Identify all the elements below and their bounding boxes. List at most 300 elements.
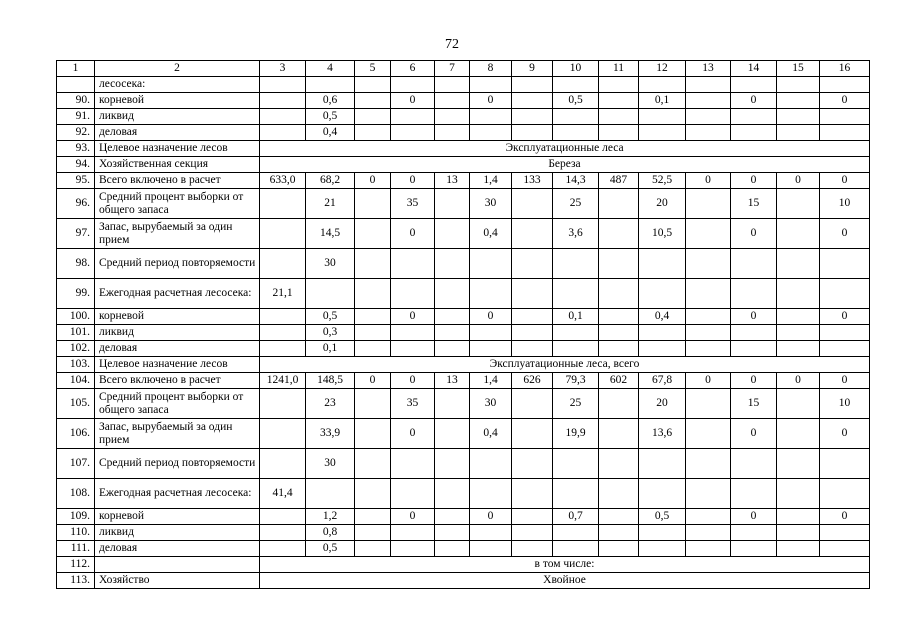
value-cell xyxy=(553,341,599,357)
value-cell xyxy=(731,125,777,141)
value-cell xyxy=(355,509,391,525)
value-cell: 0,8 xyxy=(306,525,355,541)
value-cell xyxy=(731,449,777,479)
value-cell xyxy=(355,325,391,341)
value-cell: 0 xyxy=(391,419,435,449)
table-row xyxy=(57,189,870,219)
table-row xyxy=(57,389,870,419)
value-cell xyxy=(512,219,553,249)
header-cell: 12 xyxy=(639,61,686,77)
value-cell: 19,9 xyxy=(553,419,599,449)
value-cell xyxy=(512,341,553,357)
value-cell: 0 xyxy=(391,219,435,249)
value-cell xyxy=(435,125,470,141)
value-cell: 0,4 xyxy=(306,125,355,141)
value-cell xyxy=(639,279,686,309)
value-cell xyxy=(820,449,870,479)
value-cell xyxy=(470,279,512,309)
value-cell: 10,5 xyxy=(639,219,686,249)
row-label: Хозяйство xyxy=(95,573,260,589)
value-cell: 0,6 xyxy=(306,93,355,109)
value-cell xyxy=(639,525,686,541)
value-cell xyxy=(260,449,306,479)
value-cell xyxy=(777,341,820,357)
value-cell xyxy=(355,279,391,309)
value-cell: 0 xyxy=(731,419,777,449)
table-row xyxy=(57,573,870,589)
value-cell: 68,2 xyxy=(306,173,355,189)
table-row xyxy=(57,357,870,373)
merged-value-cell: в том числе: xyxy=(260,557,870,573)
value-cell xyxy=(355,541,391,557)
value-cell xyxy=(435,389,470,419)
value-cell xyxy=(639,341,686,357)
value-cell: 30 xyxy=(306,449,355,479)
value-cell xyxy=(686,309,731,325)
row-number: 97. xyxy=(57,219,95,249)
header-cell: 4 xyxy=(306,61,355,77)
value-cell: 30 xyxy=(306,249,355,279)
table-row xyxy=(57,157,870,173)
value-cell xyxy=(435,109,470,125)
table-row xyxy=(57,279,870,309)
value-cell xyxy=(599,309,639,325)
table-row xyxy=(57,125,870,141)
row-label: деловая xyxy=(95,125,260,141)
value-cell xyxy=(512,109,553,125)
value-cell xyxy=(686,249,731,279)
value-cell xyxy=(470,341,512,357)
value-cell: 33,9 xyxy=(306,419,355,449)
row-number: 101. xyxy=(57,325,95,341)
value-cell: 0 xyxy=(731,373,777,389)
value-cell xyxy=(355,525,391,541)
table-row xyxy=(57,77,870,93)
value-cell xyxy=(435,279,470,309)
table-row xyxy=(57,109,870,125)
value-cell xyxy=(820,249,870,279)
row-number: 110. xyxy=(57,525,95,541)
table-row xyxy=(57,449,870,479)
value-cell xyxy=(355,449,391,479)
value-cell: 0,5 xyxy=(306,541,355,557)
value-cell: 0 xyxy=(731,219,777,249)
value-cell xyxy=(777,309,820,325)
value-cell xyxy=(599,325,639,341)
value-cell: 487 xyxy=(599,173,639,189)
value-cell xyxy=(355,389,391,419)
value-cell xyxy=(686,389,731,419)
value-cell xyxy=(512,479,553,509)
row-number: 92. xyxy=(57,125,95,141)
table-row xyxy=(57,219,870,249)
value-cell: 0,4 xyxy=(470,219,512,249)
value-cell xyxy=(599,525,639,541)
value-cell xyxy=(639,125,686,141)
value-cell xyxy=(512,189,553,219)
header-cell: 14 xyxy=(731,61,777,77)
value-cell: 10 xyxy=(820,189,870,219)
value-cell: 52,5 xyxy=(639,173,686,189)
row-number: 104. xyxy=(57,373,95,389)
value-cell xyxy=(435,341,470,357)
row-number: 91. xyxy=(57,109,95,125)
table-row xyxy=(57,509,870,525)
row-label: Всего включено в расчет xyxy=(95,373,260,389)
value-cell: 1241,0 xyxy=(260,373,306,389)
row-label: корневой xyxy=(95,509,260,525)
row-number: 108. xyxy=(57,479,95,509)
table-row xyxy=(57,479,870,509)
row-number: 93. xyxy=(57,141,95,157)
value-cell xyxy=(260,93,306,109)
row-number: 105. xyxy=(57,389,95,419)
row-number: 95. xyxy=(57,173,95,189)
value-cell: 13 xyxy=(435,173,470,189)
row-number: 103. xyxy=(57,357,95,373)
value-cell: 10 xyxy=(820,389,870,419)
value-cell: 1,2 xyxy=(306,509,355,525)
value-cell: 0,4 xyxy=(639,309,686,325)
value-cell xyxy=(512,125,553,141)
value-cell: 602 xyxy=(599,373,639,389)
value-cell xyxy=(260,189,306,219)
value-cell: 626 xyxy=(512,373,553,389)
merged-value-cell: Хвойное xyxy=(260,573,870,589)
value-cell xyxy=(512,93,553,109)
value-cell xyxy=(512,541,553,557)
value-cell xyxy=(820,109,870,125)
value-cell xyxy=(260,389,306,419)
row-label: Целевое назначение лесов xyxy=(95,357,260,373)
value-cell: 79,3 xyxy=(553,373,599,389)
table-row xyxy=(57,557,870,573)
value-cell: 0 xyxy=(355,373,391,389)
value-cell: 0 xyxy=(731,509,777,525)
value-cell xyxy=(260,77,306,93)
table-body xyxy=(57,77,870,589)
value-cell xyxy=(435,449,470,479)
value-cell xyxy=(306,279,355,309)
value-cell xyxy=(470,109,512,125)
value-cell xyxy=(355,77,391,93)
value-cell xyxy=(512,325,553,341)
value-cell xyxy=(639,325,686,341)
value-cell: 0 xyxy=(470,93,512,109)
value-cell: 20 xyxy=(639,189,686,219)
value-cell: 35 xyxy=(391,189,435,219)
value-cell: 13 xyxy=(435,373,470,389)
value-cell xyxy=(731,77,777,93)
value-cell xyxy=(553,109,599,125)
value-cell xyxy=(260,109,306,125)
merged-value-cell: Эксплуатационные леса, всего xyxy=(260,357,870,373)
row-label: ликвид xyxy=(95,325,260,341)
header-cell: 8 xyxy=(470,61,512,77)
table-row xyxy=(57,173,870,189)
row-number: 90. xyxy=(57,93,95,109)
value-cell xyxy=(355,189,391,219)
value-cell: 23 xyxy=(306,389,355,419)
row-label: Средний процент выборки от общего запаса xyxy=(95,189,260,219)
value-cell: 0 xyxy=(820,373,870,389)
header-cell: 7 xyxy=(435,61,470,77)
value-cell: 0,7 xyxy=(553,509,599,525)
value-cell: 0 xyxy=(391,173,435,189)
value-cell xyxy=(512,249,553,279)
row-label: Ежегодная расчетная лесосека: xyxy=(95,479,260,509)
row-label xyxy=(95,557,260,573)
value-cell xyxy=(512,279,553,309)
table-row xyxy=(57,541,870,557)
table-row xyxy=(57,341,870,357)
header-cell: 16 xyxy=(820,61,870,77)
value-cell xyxy=(435,189,470,219)
value-cell xyxy=(355,125,391,141)
value-cell: 0,5 xyxy=(306,109,355,125)
value-cell xyxy=(686,109,731,125)
value-cell xyxy=(470,479,512,509)
table-row xyxy=(57,325,870,341)
value-cell: 0 xyxy=(731,93,777,109)
value-cell: 30 xyxy=(470,389,512,419)
table-row xyxy=(57,309,870,325)
value-cell: 0 xyxy=(777,373,820,389)
row-label: Средний период повторяемости xyxy=(95,249,260,279)
value-cell xyxy=(820,541,870,557)
value-cell xyxy=(553,449,599,479)
value-cell xyxy=(731,325,777,341)
value-cell xyxy=(599,541,639,557)
value-cell xyxy=(435,249,470,279)
value-cell: 30 xyxy=(470,189,512,219)
value-cell xyxy=(391,341,435,357)
value-cell xyxy=(777,419,820,449)
row-number: 100. xyxy=(57,309,95,325)
value-cell xyxy=(391,449,435,479)
value-cell xyxy=(391,525,435,541)
value-cell xyxy=(470,249,512,279)
value-cell xyxy=(435,525,470,541)
value-cell xyxy=(777,219,820,249)
value-cell xyxy=(355,309,391,325)
value-cell xyxy=(686,77,731,93)
value-cell xyxy=(260,325,306,341)
value-cell: 3,6 xyxy=(553,219,599,249)
header-cell: 13 xyxy=(686,61,731,77)
value-cell xyxy=(777,109,820,125)
value-cell xyxy=(553,525,599,541)
row-number: 109. xyxy=(57,509,95,525)
value-cell xyxy=(731,279,777,309)
value-cell: 0,5 xyxy=(306,309,355,325)
value-cell xyxy=(435,309,470,325)
value-cell xyxy=(731,525,777,541)
value-cell xyxy=(391,279,435,309)
value-cell xyxy=(820,525,870,541)
row-number: 106. xyxy=(57,419,95,449)
value-cell xyxy=(820,279,870,309)
row-label: Хозяйственная секция xyxy=(95,157,260,173)
value-cell: 0 xyxy=(686,373,731,389)
value-cell xyxy=(731,341,777,357)
value-cell: 133 xyxy=(512,173,553,189)
value-cell xyxy=(686,279,731,309)
value-cell xyxy=(260,525,306,541)
value-cell xyxy=(599,341,639,357)
value-cell: 21,1 xyxy=(260,279,306,309)
value-cell xyxy=(686,419,731,449)
header-cell: 2 xyxy=(95,61,260,77)
value-cell xyxy=(731,109,777,125)
value-cell xyxy=(599,125,639,141)
row-label: Средний период повторяемости xyxy=(95,449,260,479)
value-cell xyxy=(777,541,820,557)
value-cell xyxy=(599,509,639,525)
row-label: деловая xyxy=(95,341,260,357)
value-cell xyxy=(260,219,306,249)
value-cell: 1,4 xyxy=(470,173,512,189)
value-cell xyxy=(777,389,820,419)
table-header xyxy=(57,61,870,77)
value-cell xyxy=(306,479,355,509)
value-cell: 0 xyxy=(820,219,870,249)
value-cell xyxy=(435,479,470,509)
header-row xyxy=(57,61,870,77)
value-cell xyxy=(639,249,686,279)
value-cell: 15 xyxy=(731,189,777,219)
value-cell xyxy=(599,109,639,125)
value-cell xyxy=(777,125,820,141)
value-cell: 148,5 xyxy=(306,373,355,389)
row-number: 98. xyxy=(57,249,95,279)
value-cell: 0,1 xyxy=(639,93,686,109)
value-cell xyxy=(470,541,512,557)
row-label: Всего включено в расчет xyxy=(95,173,260,189)
value-cell xyxy=(686,189,731,219)
table-row xyxy=(57,249,870,279)
merged-value-cell: Эксплуатационные леса xyxy=(260,141,870,157)
merged-value-cell: Береза xyxy=(260,157,870,173)
value-cell xyxy=(435,419,470,449)
value-cell: 0 xyxy=(820,173,870,189)
value-cell xyxy=(512,525,553,541)
value-cell xyxy=(686,479,731,509)
row-label: деловая xyxy=(95,541,260,557)
value-cell xyxy=(470,77,512,93)
value-cell xyxy=(512,77,553,93)
value-cell xyxy=(820,479,870,509)
value-cell xyxy=(470,325,512,341)
table-row xyxy=(57,373,870,389)
value-cell: 0 xyxy=(820,419,870,449)
value-cell xyxy=(599,419,639,449)
value-cell: 21 xyxy=(306,189,355,219)
value-cell xyxy=(306,77,355,93)
value-cell xyxy=(391,541,435,557)
value-cell: 0,5 xyxy=(553,93,599,109)
value-cell: 0 xyxy=(820,309,870,325)
value-cell xyxy=(777,509,820,525)
value-cell xyxy=(599,279,639,309)
row-label: ликвид xyxy=(95,525,260,541)
value-cell xyxy=(435,325,470,341)
value-cell xyxy=(731,479,777,509)
row-label: корневой xyxy=(95,309,260,325)
value-cell xyxy=(639,541,686,557)
value-cell xyxy=(820,341,870,357)
value-cell xyxy=(777,325,820,341)
value-cell: 14,5 xyxy=(306,219,355,249)
value-cell: 20 xyxy=(639,389,686,419)
value-cell: 633,0 xyxy=(260,173,306,189)
value-cell xyxy=(686,525,731,541)
value-cell xyxy=(686,93,731,109)
value-cell: 0 xyxy=(391,93,435,109)
value-cell xyxy=(777,279,820,309)
value-cell: 0 xyxy=(470,509,512,525)
value-cell xyxy=(731,249,777,279)
row-number: 111. xyxy=(57,541,95,557)
row-number: 112. xyxy=(57,557,95,573)
value-cell: 0 xyxy=(686,173,731,189)
value-cell xyxy=(435,219,470,249)
value-cell xyxy=(391,77,435,93)
value-cell xyxy=(470,125,512,141)
row-number: 96. xyxy=(57,189,95,219)
value-cell xyxy=(686,341,731,357)
row-label: корневой xyxy=(95,93,260,109)
value-cell xyxy=(355,93,391,109)
table-row xyxy=(57,141,870,157)
table-row xyxy=(57,525,870,541)
value-cell xyxy=(391,325,435,341)
value-cell xyxy=(260,341,306,357)
value-cell: 67,8 xyxy=(639,373,686,389)
value-cell: 0,3 xyxy=(306,325,355,341)
value-cell: 0,5 xyxy=(639,509,686,525)
value-cell xyxy=(391,109,435,125)
value-cell xyxy=(553,279,599,309)
value-cell: 0,1 xyxy=(553,309,599,325)
row-number: 107. xyxy=(57,449,95,479)
value-cell: 25 xyxy=(553,389,599,419)
value-cell xyxy=(731,541,777,557)
header-cell: 5 xyxy=(355,61,391,77)
value-cell: 41,4 xyxy=(260,479,306,509)
value-cell xyxy=(260,309,306,325)
value-cell xyxy=(355,479,391,509)
table-row xyxy=(57,93,870,109)
value-cell xyxy=(355,219,391,249)
value-cell: 13,6 xyxy=(639,419,686,449)
value-cell: 0 xyxy=(391,509,435,525)
value-cell xyxy=(599,93,639,109)
value-cell xyxy=(599,389,639,419)
value-cell: 25 xyxy=(553,189,599,219)
value-cell: 0 xyxy=(777,173,820,189)
value-cell xyxy=(391,125,435,141)
value-cell xyxy=(553,125,599,141)
row-number: 99. xyxy=(57,279,95,309)
value-cell xyxy=(260,125,306,141)
table-row xyxy=(57,419,870,449)
page-number: 72 xyxy=(445,37,459,52)
row-number: 94. xyxy=(57,157,95,173)
value-cell xyxy=(599,479,639,509)
value-cell: 0 xyxy=(391,373,435,389)
value-cell: 0 xyxy=(391,309,435,325)
